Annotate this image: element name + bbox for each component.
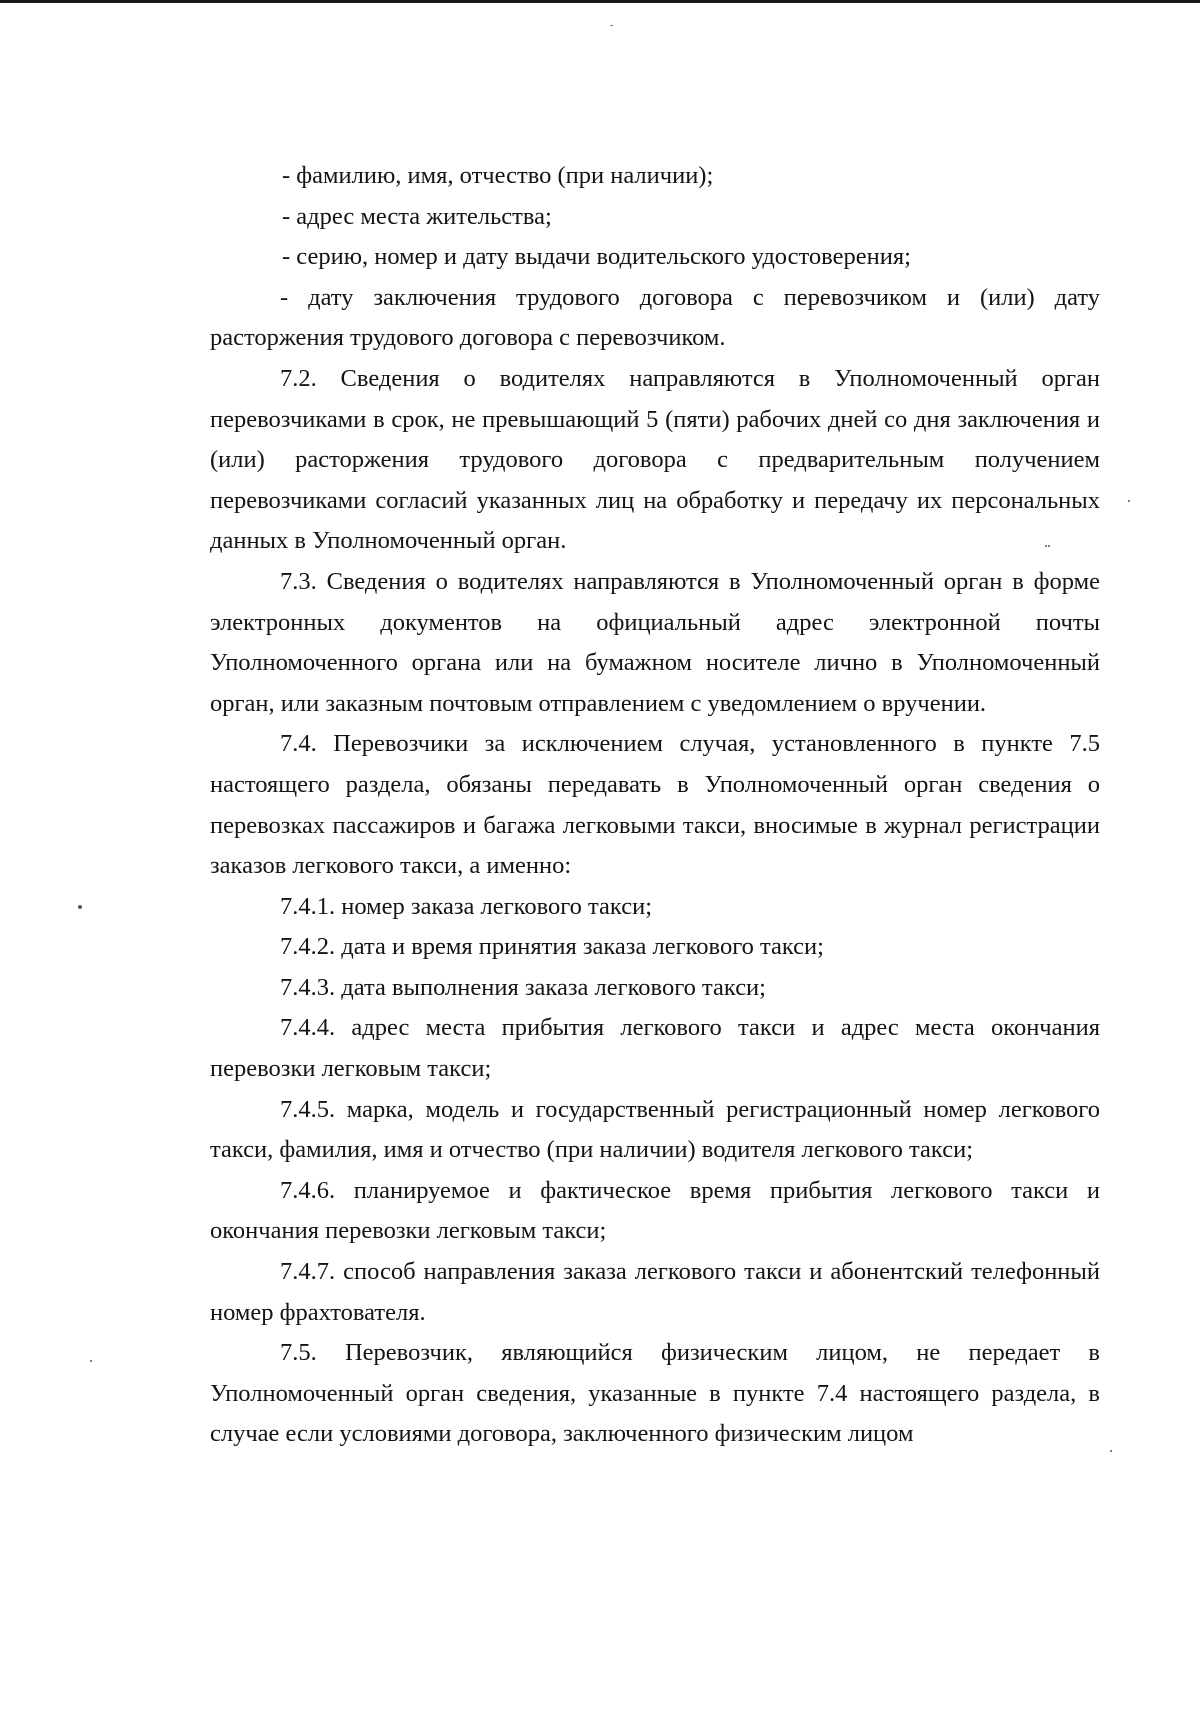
paragraph-7-5: 7.5. Перевозчик, являющийся физическим лицом, не передает в Уполномоченный орган сведения, указанные в пункте 7.4 настоящего раздела, в случае если условиями договора, заключенного физическим лицом — [210, 1339, 1100, 1448]
list-item-full-name: - фамилию, имя, отчество (при наличии); — [282, 162, 714, 189]
scan-speck — [1048, 545, 1050, 547]
scan-speck — [90, 1360, 92, 1362]
paragraph-7-4-4: 7.4.4. адрес места прибытия легкового такси и адрес места окончания перевозки легковым такси; — [210, 1014, 1100, 1083]
list-item-contract-dates: - дату заключения трудового договора с перевозчиком и (или) дату расторжения трудового договора с перевозчиком. — [210, 283, 1100, 352]
scan-top-edge — [0, 0, 1200, 3]
paragraph-7-2: 7.2. Сведения о водителях направляются в Уполномоченный орган перевозчиками в срок, не превышающий 5 (пяти) рабочих дней со дня заключения и (или) расторжения трудового договора с предварительным получением перевозчиками согласий указанных лиц на обработку и передачу их персональных данных в Уполномоченный орган. — [210, 364, 1100, 555]
list-item-address: - адрес места жительства; — [282, 202, 552, 230]
paragraph-7-4-5: 7.4.5. марка, модель и государственный регистрационный номер легкового такси, фамилия, имя и отчество (при наличии) водителя легкового такси; — [210, 1095, 1100, 1164]
paragraph-7-4: 7.4. Перевозчики за исключением случая, установленного в пункте 7.5 настоящего раздела, обязаны передавать в Уполномоченный орган сведения о перевозках пассажиров и багажа легковыми такси, вносимые в журнал регистрации заказов легкового такси, а именно: — [210, 730, 1100, 880]
paragraph-7-4-6: 7.4.6. планируемое и фактическое время прибытия легкового такси и окончания перевозки легковым такси; — [210, 1176, 1100, 1245]
document-body — [210, 156, 1100, 1455]
paragraph-7-4-7: 7.4.7. способ направления заказа легкового такси и абонентский телефонный номер фрахтователя. — [210, 1258, 1100, 1326]
paragraph-7-4-2: 7.4.2. дата и время принятия заказа легкового такси; — [280, 933, 824, 961]
scan-speck — [610, 25, 613, 26]
scan-speck — [1110, 1450, 1112, 1452]
list-item-license: - серию, номер и дату выдачи водительского удостоверения; — [282, 243, 911, 271]
paragraph-7-4-3: 7.4.3. дата выполнения заказа легкового такси; — [280, 973, 766, 1001]
scan-speck — [1128, 500, 1130, 502]
scan-speck — [78, 905, 82, 909]
scan-speck — [1045, 545, 1047, 547]
paragraph-7-4-1: 7.4.1. номер заказа легкового такси; — [280, 892, 653, 920]
paragraph-7-3: 7.3. Сведения о водителях направляются в Уполномоченный орган в форме электронных документов на официальный адрес электронной почты Уполномоченного органа или на бумажном носителе лично в Уполномоченный орган, или заказным почтовым отправлением с уведомлением о вручении. — [210, 567, 1100, 717]
